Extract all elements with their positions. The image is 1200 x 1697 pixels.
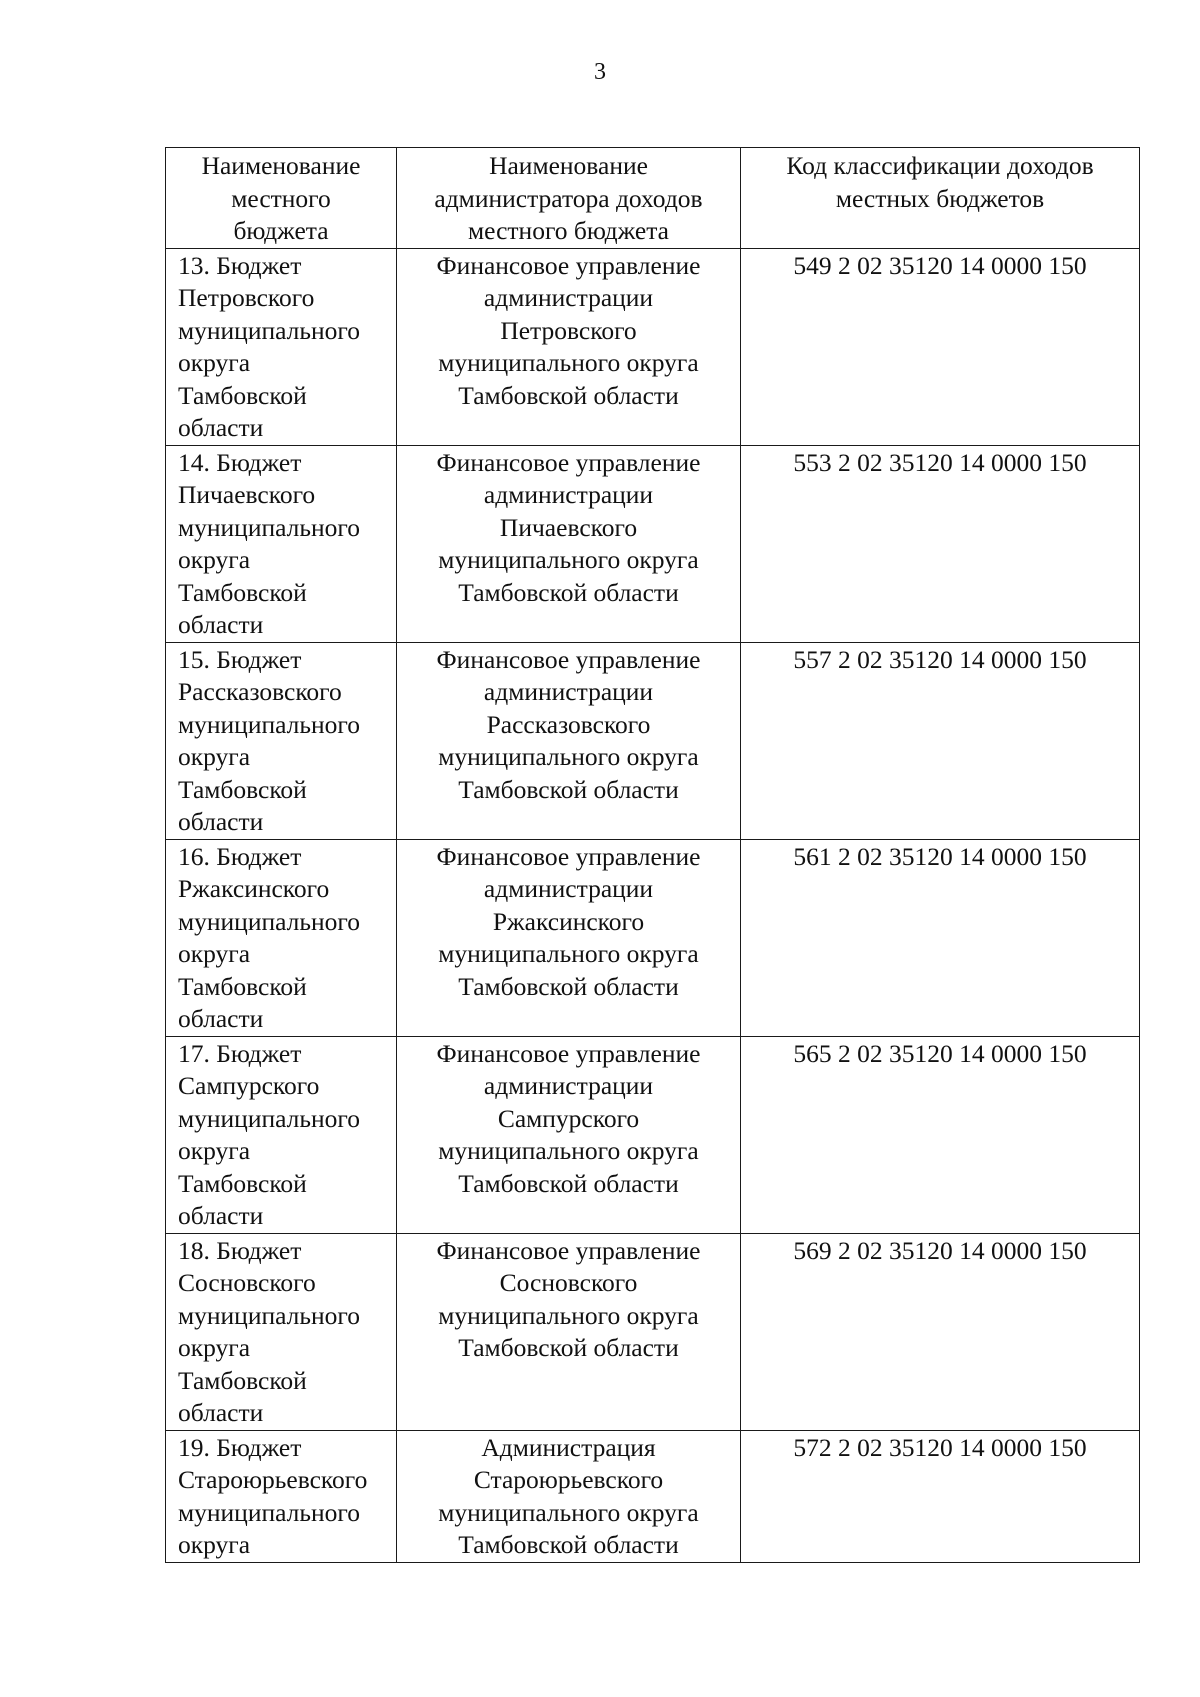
budget-line: Тамбовской — [178, 577, 307, 607]
budget-line: округа — [178, 742, 251, 771]
budget-line: Староюрьевского — [178, 1465, 368, 1494]
budget-table — [165, 147, 1140, 1563]
header-line: бюджета — [233, 216, 329, 245]
header-line: местного бюджета — [468, 216, 669, 245]
header-administrator-name — [397, 148, 741, 249]
budget-line: округа — [178, 1333, 251, 1362]
admin-line: Тамбовской области — [458, 577, 679, 607]
header-line: Код классификации доходов — [786, 151, 1094, 180]
header-line: Наименование — [489, 151, 648, 180]
admin-line: администрации — [483, 677, 654, 706]
administrator-cell — [397, 445, 741, 642]
administrator-cell — [397, 1233, 741, 1430]
budget-line: округа — [178, 348, 251, 377]
budget-line: области — [178, 1201, 264, 1230]
code-cell — [741, 642, 1140, 839]
budget-line: области — [178, 413, 264, 442]
budget-line: 15. Бюджет — [178, 644, 302, 674]
budget-line: 17. Бюджет — [178, 1038, 302, 1068]
header-income-code — [741, 148, 1140, 249]
admin-line: администрации — [483, 1071, 654, 1100]
budget-line: округа — [178, 1530, 251, 1559]
budget-line: округа — [178, 939, 251, 968]
budget-cell — [166, 248, 397, 445]
header-line: местного — [231, 183, 331, 213]
budget-line: муниципального — [178, 906, 360, 936]
budget-line: области — [178, 1398, 264, 1427]
admin-line: муниципального округа — [438, 1497, 699, 1527]
table-row — [166, 1430, 1140, 1562]
budget-line: Тамбовской — [178, 971, 307, 1001]
budget-line: Рассказовского — [178, 677, 342, 706]
admin-line: Финансовое управление — [436, 250, 701, 280]
income-code: 561 2 02 35120 14 0000 150 — [793, 841, 1087, 871]
page-number: 3 — [594, 59, 606, 85]
budget-line: области — [178, 807, 264, 836]
admin-line: Финансовое управление — [436, 447, 701, 477]
admin-line: Тамбовской области — [458, 971, 679, 1001]
admin-line: Администрация — [481, 1432, 656, 1462]
admin-line: Финансовое управление — [436, 1235, 701, 1265]
header-line: администратора доходов — [434, 183, 703, 213]
administrator-cell — [397, 1430, 741, 1562]
budget-line: муниципального — [178, 315, 360, 345]
budget-line: Петровского — [178, 283, 315, 312]
admin-line: администрации — [483, 480, 654, 509]
admin-line: Тамбовской области — [458, 1530, 679, 1559]
header-line: местных бюджетов — [835, 183, 1045, 213]
budget-line: муниципального — [178, 1103, 360, 1133]
code-cell — [741, 248, 1140, 445]
admin-line: муниципального округа — [438, 545, 699, 574]
budget-line: Сосновского — [178, 1268, 316, 1297]
budget-line: муниципального — [178, 1300, 360, 1330]
budget-cell — [166, 642, 397, 839]
admin-line: Тамбовской области — [458, 774, 679, 804]
budget-line: Сампурского — [178, 1071, 320, 1100]
table-body — [166, 248, 1140, 1562]
table-header — [166, 148, 1140, 249]
administrator-cell — [397, 1036, 741, 1233]
budget-line: области — [178, 610, 264, 639]
admin-line: муниципального округа — [438, 742, 699, 771]
budget-line: 19. Бюджет — [178, 1432, 302, 1462]
budget-cell — [166, 1036, 397, 1233]
admin-line: Тамбовской области — [458, 380, 679, 410]
table-row — [166, 1036, 1140, 1233]
code-cell — [741, 839, 1140, 1036]
admin-line: Староюрьевского — [473, 1465, 664, 1494]
budget-line: округа — [178, 1136, 251, 1165]
administrator-cell — [397, 642, 741, 839]
budget-line: муниципального — [178, 512, 360, 542]
table-row — [166, 248, 1140, 445]
admin-line: муниципального округа — [438, 939, 699, 968]
income-code: 569 2 02 35120 14 0000 150 — [793, 1235, 1087, 1265]
admin-line: администрации — [483, 283, 654, 312]
admin-line: муниципального округа — [438, 1300, 699, 1330]
admin-line: Тамбовской области — [458, 1333, 679, 1362]
code-cell — [741, 1430, 1140, 1562]
code-cell — [741, 445, 1140, 642]
budget-line: Тамбовской — [178, 1365, 307, 1395]
income-code: 553 2 02 35120 14 0000 150 — [793, 447, 1087, 477]
budget-line: Тамбовской — [178, 380, 307, 410]
admin-line: Финансовое управление — [436, 644, 701, 674]
income-code: 549 2 02 35120 14 0000 150 — [793, 250, 1087, 280]
admin-line: Рассказовского — [486, 709, 651, 739]
admin-line: Петровского — [500, 315, 637, 345]
code-cell — [741, 1233, 1140, 1430]
budget-line: 18. Бюджет — [178, 1235, 302, 1265]
administrator-cell — [397, 248, 741, 445]
budget-line: муниципального — [178, 1497, 360, 1527]
budget-line: Пичаевского — [178, 480, 316, 509]
table-row — [166, 445, 1140, 642]
admin-line: муниципального округа — [438, 1136, 699, 1165]
budget-cell — [166, 445, 397, 642]
table-row — [166, 839, 1140, 1036]
budget-line: Тамбовской — [178, 1168, 307, 1198]
admin-line: Финансовое управление — [436, 841, 701, 871]
budget-line: Тамбовской — [178, 774, 307, 804]
income-code: 557 2 02 35120 14 0000 150 — [793, 644, 1087, 674]
admin-line: Ржаксинского — [492, 906, 645, 936]
income-code: 565 2 02 35120 14 0000 150 — [793, 1038, 1087, 1068]
header-line: Наименование — [201, 151, 361, 180]
admin-line: Сампурского — [497, 1103, 640, 1133]
administrator-cell — [397, 839, 741, 1036]
admin-line: Пичаевского — [499, 512, 638, 542]
admin-line: администрации — [483, 874, 654, 903]
income-code: 572 2 02 35120 14 0000 150 — [793, 1432, 1087, 1462]
budget-line: 13. Бюджет — [178, 250, 302, 280]
budget-line: 14. Бюджет — [178, 447, 302, 477]
header-budget-name — [166, 148, 397, 249]
admin-line: Сосновского — [499, 1268, 638, 1297]
budget-line: округа — [178, 545, 251, 574]
budget-line: 16. Бюджет — [178, 841, 302, 871]
admin-line: Финансовое управление — [436, 1038, 701, 1068]
budget-line: муниципального — [178, 709, 360, 739]
table-row — [166, 642, 1140, 839]
budget-line: Ржаксинского — [178, 874, 330, 903]
budget-line: области — [178, 1004, 264, 1033]
budget-cell — [166, 1233, 397, 1430]
code-cell — [741, 1036, 1140, 1233]
admin-line: Тамбовской области — [458, 1168, 679, 1198]
budget-cell — [166, 1430, 397, 1562]
budget-cell — [166, 839, 397, 1036]
table-header-row — [166, 148, 1140, 249]
table-row — [166, 1233, 1140, 1430]
admin-line: муниципального округа — [438, 348, 699, 377]
